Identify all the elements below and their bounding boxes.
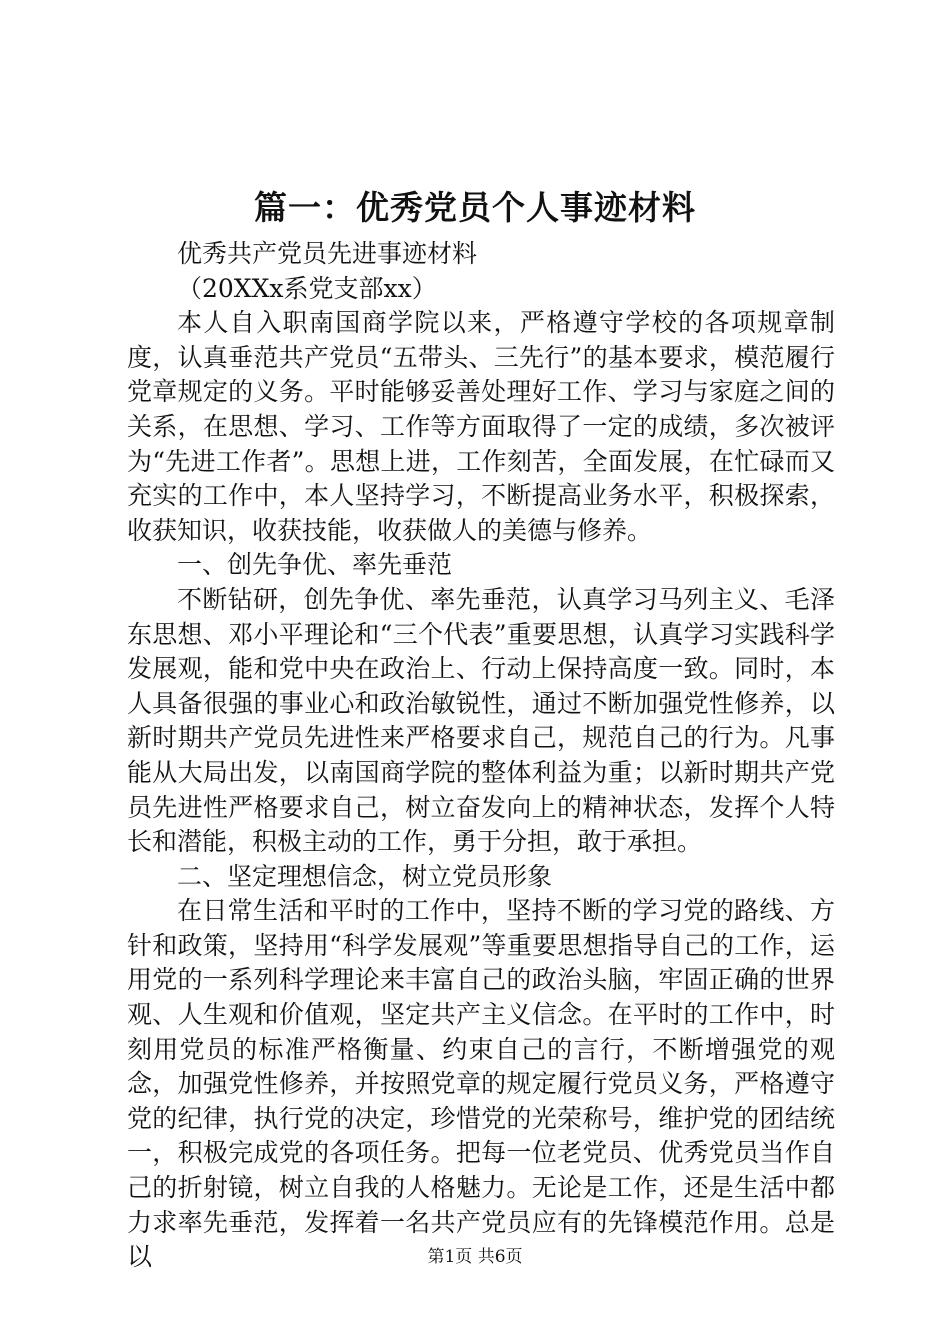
paragraph-intro: 本人自入职南国商学院以来，严格遵守学校的各项规章制度，认真垂范共产党员“五带头、三先行”的基本要求，模范履行党章规定的义务。平时能够妥善处理好工作、学习与家庭之间的关系，在思想、学习、工作等方面取得了一定的成绩，多次被评为“先进工作者”。思想上进，工作刻苦，全面发展，在忙碌而又充实的工作中，本人坚持学习，不断提高业务水平，积极探索，收获知识，收获技能，收获做人的美德与修养。 (127, 308, 835, 545)
document-body (127, 237, 835, 1275)
page-footer: 第1页 共6页 (427, 1247, 523, 1267)
paragraph-section-1: 不断钻研，创先争优、率先垂范，认真学习马列主义、毛泽东思想、邓小平理论和“三个代表”重要思想，认真学习实践科学发展观，能和党中央在政治上、行动上保持高度一致。同时，本人具备很强的事业心和政治敏锐性，通过不断加强党性修养，以新时期共产党员先进性来严格要求自己，规范自己的行为。凡事能从大局出发，以南国商学院的整体利益为重；以新时期共产党员先进性严格要求自己，树立奋发向上的精神状态，发挥个人特长和潜能，积极主动的工作，勇于分担，敢于承担。 (127, 584, 835, 857)
section-heading-2: 二、坚定理想信念，树立党员形象 (177, 861, 553, 891)
author-line: （20XXx系党支部xx） (177, 273, 437, 303)
section-heading-1: 一、创先争优、率先垂范 (177, 550, 453, 580)
document-subtitle: 优秀共产党员先进事迹材料 (177, 239, 478, 268)
document-title: 篇一：优秀党员个人事迹材料 (254, 188, 696, 227)
paragraph-section-2: 在日常生活和平时的工作中，坚持不断的学习党的路线、方针和政策，坚持用“科学发展观”等重要思想指导自己的工作，运用党的一系列科学理论来丰富自己的政治头脑，牢固正确的世界观、人生观和价值观，坚定共产主义信念。在平时的工作中，时刻用党员的标准严格衡量、约束自己的言行，不断增强党的观念，加强党性修养，并按照党章的规定履行党员义务，严格遵守党的纪律，执行党的决定，珍惜党的光荣称号，维护党的团结统一，积极完成党的各项任务。把每一位老党员、优秀党员当作自己的折射镜，树立自我的人格魅力。无论是工作，还是生活中都力求率先垂范，发挥着一名共产党员应有的先锋模范作用。总是以 (127, 896, 835, 1272)
